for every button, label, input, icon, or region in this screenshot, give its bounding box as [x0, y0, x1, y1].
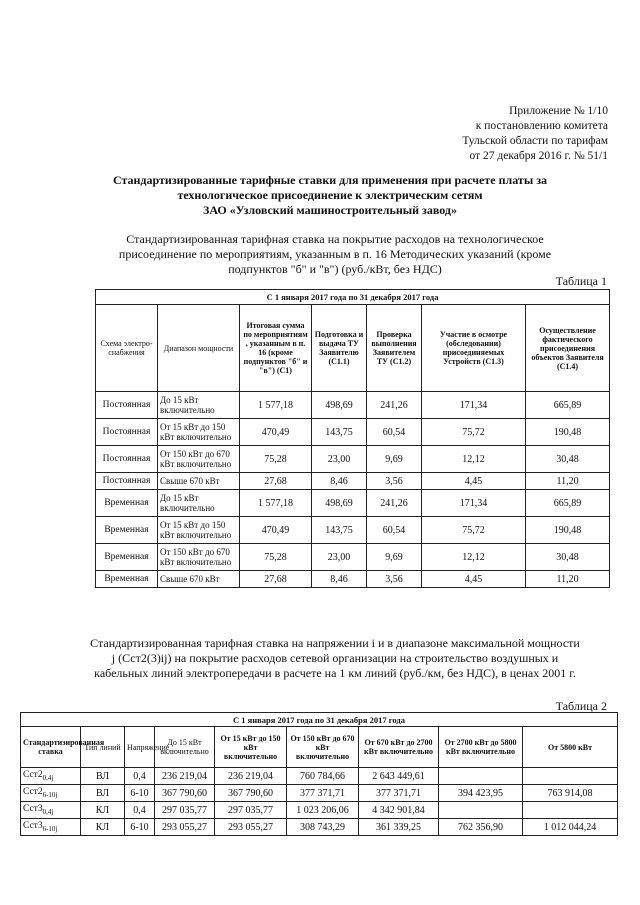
- appendix-line: к постановлению комитета: [475, 120, 608, 132]
- supply-scheme-cell: Временная: [96, 571, 158, 588]
- table2-header-cell: От 15 кВт до 150 кВт включительно: [215, 727, 287, 768]
- rate-cell: 2 643 449,61: [359, 768, 439, 785]
- voltage-cell: 0,4: [125, 802, 155, 819]
- rate-cell: 236 219,04: [215, 768, 287, 785]
- table1-header-cell: Осуществление фактического присоединения объектов Заявителя (С1.4): [526, 305, 610, 392]
- table1-header-cell: Диапазон мощности: [158, 305, 240, 392]
- rate-cell: 367 790,60: [215, 785, 287, 802]
- rate-cell: [439, 768, 523, 785]
- section2-text: Стандартизированная тарифная ставка на напряжении i и в диапазоне максимальной мощности j (Сст2(3)ij) на покрытие расходов сетевой организации на строительство воздушных и кабельных линий электропередачи в расчете на 1 км линий (руб./км, без НДС), в ценах 2001 г.: [90, 636, 580, 680]
- power-range-cell: От 150 кВт до 670 кВт включительно: [158, 446, 240, 473]
- table1-period: С 1 января 2017 года по 31 декабря 2017 года: [96, 290, 610, 305]
- power-range-cell: Свыше 670 кВт: [158, 473, 240, 490]
- table1-header-cell: Участие в осмотре (обследовании) присоединяемых Устройств (С1.3): [422, 305, 526, 392]
- rate-cell: 4,45: [422, 571, 526, 588]
- table2-header-cell: До 15 кВт включительно: [155, 727, 215, 768]
- table2: [20, 712, 618, 836]
- rate-cell: 12,12: [422, 446, 526, 473]
- rate-cell: 4 342 901,84: [359, 802, 439, 819]
- rate-cell: 4,45: [422, 473, 526, 490]
- power-range-cell: От 15 кВт до 150 кВт включительно: [158, 517, 240, 544]
- table2-row: [21, 785, 618, 802]
- table1-row: [96, 473, 610, 490]
- rate-code-cell: $Сст3_{6-10j}$: [21, 819, 81, 836]
- rate-cell: 297 035,77: [155, 802, 215, 819]
- table1-row: [96, 419, 610, 446]
- rate-cell: 760 784,66: [287, 768, 359, 785]
- line-type-cell: КЛ: [81, 802, 125, 819]
- rate-cell: 171,34: [422, 490, 526, 517]
- table2-header-cell: Тип линий: [81, 727, 125, 768]
- table1-header-cell: Схема электро-снабжения: [96, 305, 158, 392]
- rate-cell: 470,49: [240, 419, 312, 446]
- supply-scheme-cell: Временная: [96, 544, 158, 571]
- voltage-cell: 6-10: [125, 819, 155, 836]
- table1-header-cell: Подготовка и выдача ТУ Заявителю (С1.1): [312, 305, 367, 392]
- rate-cell: 9,69: [367, 544, 422, 571]
- rate-cell: 75,28: [240, 446, 312, 473]
- supply-scheme-cell: Постоянная: [96, 473, 158, 490]
- section1-description: Стандартизированная тарифная ставка на покрытие расходов на технологическое присоединение по мероприятиям, указанным в п. 16 Методических указаний (кроме подпунктов "б" и "в") (руб./кВт, без НДС): [118, 232, 552, 276]
- voltage-cell: 0,4: [125, 768, 155, 785]
- rate-cell: 3,56: [367, 473, 422, 490]
- rate-cell: 190,48: [526, 517, 610, 544]
- rate-cell: 241,26: [367, 392, 422, 419]
- supply-scheme-cell: Постоянная: [96, 392, 158, 419]
- rate-cell: 498,69: [312, 392, 367, 419]
- power-range-cell: До 15 кВт включительно: [158, 392, 240, 419]
- rate-cell: 394 423,95: [439, 785, 523, 802]
- rate-cell: [523, 802, 618, 819]
- table2-header-cell: От 670 кВт до 2700 кВт включительно: [359, 727, 439, 768]
- rate-cell: 241,26: [367, 490, 422, 517]
- table2-row: [21, 819, 618, 836]
- table1-header-cell: Итоговая сумма по мероприятиям , указанным в п. 16 (кроме подпунктов "б" и "в") (С1): [240, 305, 312, 392]
- appendix-line: от 27 декабря 2016 г. № 51/1: [469, 150, 608, 162]
- table1-header-row: [96, 305, 610, 392]
- heading-line: ЗАО «Узловский машиностроительный завод»: [203, 203, 457, 217]
- rate-cell: 9,69: [367, 446, 422, 473]
- table2-header-row: [21, 727, 618, 768]
- table1-row: [96, 517, 610, 544]
- rate-cell: 293 055,27: [155, 819, 215, 836]
- rate-cell: [523, 768, 618, 785]
- appendix-line: Тульской области по тарифам: [462, 135, 608, 147]
- supply-scheme-cell: Временная: [96, 490, 158, 517]
- power-range-cell: От 15 кВт до 150 кВт включительно: [158, 419, 240, 446]
- rate-cell: 75,72: [422, 517, 526, 544]
- rate-cell: 75,28: [240, 544, 312, 571]
- table1-row: [96, 571, 610, 588]
- line-type-cell: ВЛ: [81, 768, 125, 785]
- table1-row: [96, 490, 610, 517]
- appendix-line: Приложение № 1/10: [509, 105, 608, 117]
- table2-header-cell: Стандартизированная ставка: [21, 727, 81, 768]
- rate-code-cell: $Сст3_{0,4j}$: [21, 802, 81, 819]
- rate-cell: 236 219,04: [155, 768, 215, 785]
- table1-label: Таблица 1: [555, 274, 607, 288]
- rate-cell: 143,75: [312, 419, 367, 446]
- rate-cell: 23,00: [312, 446, 367, 473]
- table1-row: [96, 392, 610, 419]
- table2-header-cell: От 2700 кВт до 5800 кВт включительно: [439, 727, 523, 768]
- rate-cell: 11,20: [526, 473, 610, 490]
- line-type-cell: КЛ: [81, 819, 125, 836]
- table1: [95, 289, 610, 588]
- rate-cell: 30,48: [526, 446, 610, 473]
- document-heading: [80, 173, 580, 218]
- rate-cell: 1 577,18: [240, 490, 312, 517]
- heading-line: технологическое присоединение к электрическим сетям: [177, 188, 483, 202]
- table2-label: Таблица 2: [555, 699, 607, 713]
- rate-cell: 763 914,08: [523, 785, 618, 802]
- appendix-block: [380, 104, 608, 164]
- supply-scheme-cell: Постоянная: [96, 419, 158, 446]
- rate-cell: 8,46: [312, 473, 367, 490]
- rate-cell: 293 055,27: [215, 819, 287, 836]
- rate-cell: 377 371,71: [287, 785, 359, 802]
- rate-code-cell: $Сст2_{6-10j}$: [21, 785, 81, 802]
- table2-row: [21, 768, 618, 785]
- rate-cell: 377 371,71: [359, 785, 439, 802]
- rate-cell: 27,68: [240, 473, 312, 490]
- heading-line: Стандартизированные тарифные ставки для применения при расчете платы за: [112, 173, 548, 187]
- table2-header-cell: От 5800 кВт: [523, 727, 618, 768]
- rate-cell: 30,48: [526, 544, 610, 571]
- table2-row: [21, 802, 618, 819]
- table2-header-cell: Напряжение: [125, 727, 155, 768]
- table1-header-cell: Проверка выполнения Заявителем ТУ (С1.2): [367, 305, 422, 392]
- table1-row: [96, 446, 610, 473]
- rate-cell: 1 023 206,06: [287, 802, 359, 819]
- line-type-cell: ВЛ: [81, 785, 125, 802]
- rate-cell: 190,48: [526, 419, 610, 446]
- rate-cell: 23,00: [312, 544, 367, 571]
- rate-cell: [439, 802, 523, 819]
- table2-header-cell: От 150 кВт до 670 кВт включительно: [287, 727, 359, 768]
- section2-description: [90, 636, 580, 681]
- rate-cell: 143,75: [312, 517, 367, 544]
- power-range-cell: От 150 кВт до 670 кВт включительно: [158, 544, 240, 571]
- table2-period: С 1 января 2017 года по 31 декабря 2017 года: [21, 713, 618, 727]
- supply-scheme-cell: Временная: [96, 517, 158, 544]
- rate-cell: 11,20: [526, 571, 610, 588]
- rate-cell: 1 012 044,24: [523, 819, 618, 836]
- rate-cell: 762 356,90: [439, 819, 523, 836]
- rate-cell: 12,12: [422, 544, 526, 571]
- rate-cell: 361 339,25: [359, 819, 439, 836]
- power-range-cell: До 15 кВт включительно: [158, 490, 240, 517]
- rate-cell: 470,49: [240, 517, 312, 544]
- rate-cell: 3,56: [367, 571, 422, 588]
- rate-cell: 171,34: [422, 392, 526, 419]
- voltage-cell: 6-10: [125, 785, 155, 802]
- rate-cell: 367 790,60: [155, 785, 215, 802]
- rate-cell: 60,54: [367, 419, 422, 446]
- rate-cell: 297 035,77: [215, 802, 287, 819]
- table1-row: [96, 544, 610, 571]
- rate-cell: 665,89: [526, 490, 610, 517]
- rate-cell: 498,69: [312, 490, 367, 517]
- rate-code-cell: $Сст2_{0,4j}$: [21, 768, 81, 785]
- rate-cell: 308 743,29: [287, 819, 359, 836]
- rate-cell: 60,54: [367, 517, 422, 544]
- rate-cell: 1 577,18: [240, 392, 312, 419]
- rate-cell: 8,46: [312, 571, 367, 588]
- rate-cell: 75,72: [422, 419, 526, 446]
- rate-cell: 27,68: [240, 571, 312, 588]
- supply-scheme-cell: Постоянная: [96, 446, 158, 473]
- rate-cell: 665,89: [526, 392, 610, 419]
- power-range-cell: Свыше 670 кВт: [158, 571, 240, 588]
